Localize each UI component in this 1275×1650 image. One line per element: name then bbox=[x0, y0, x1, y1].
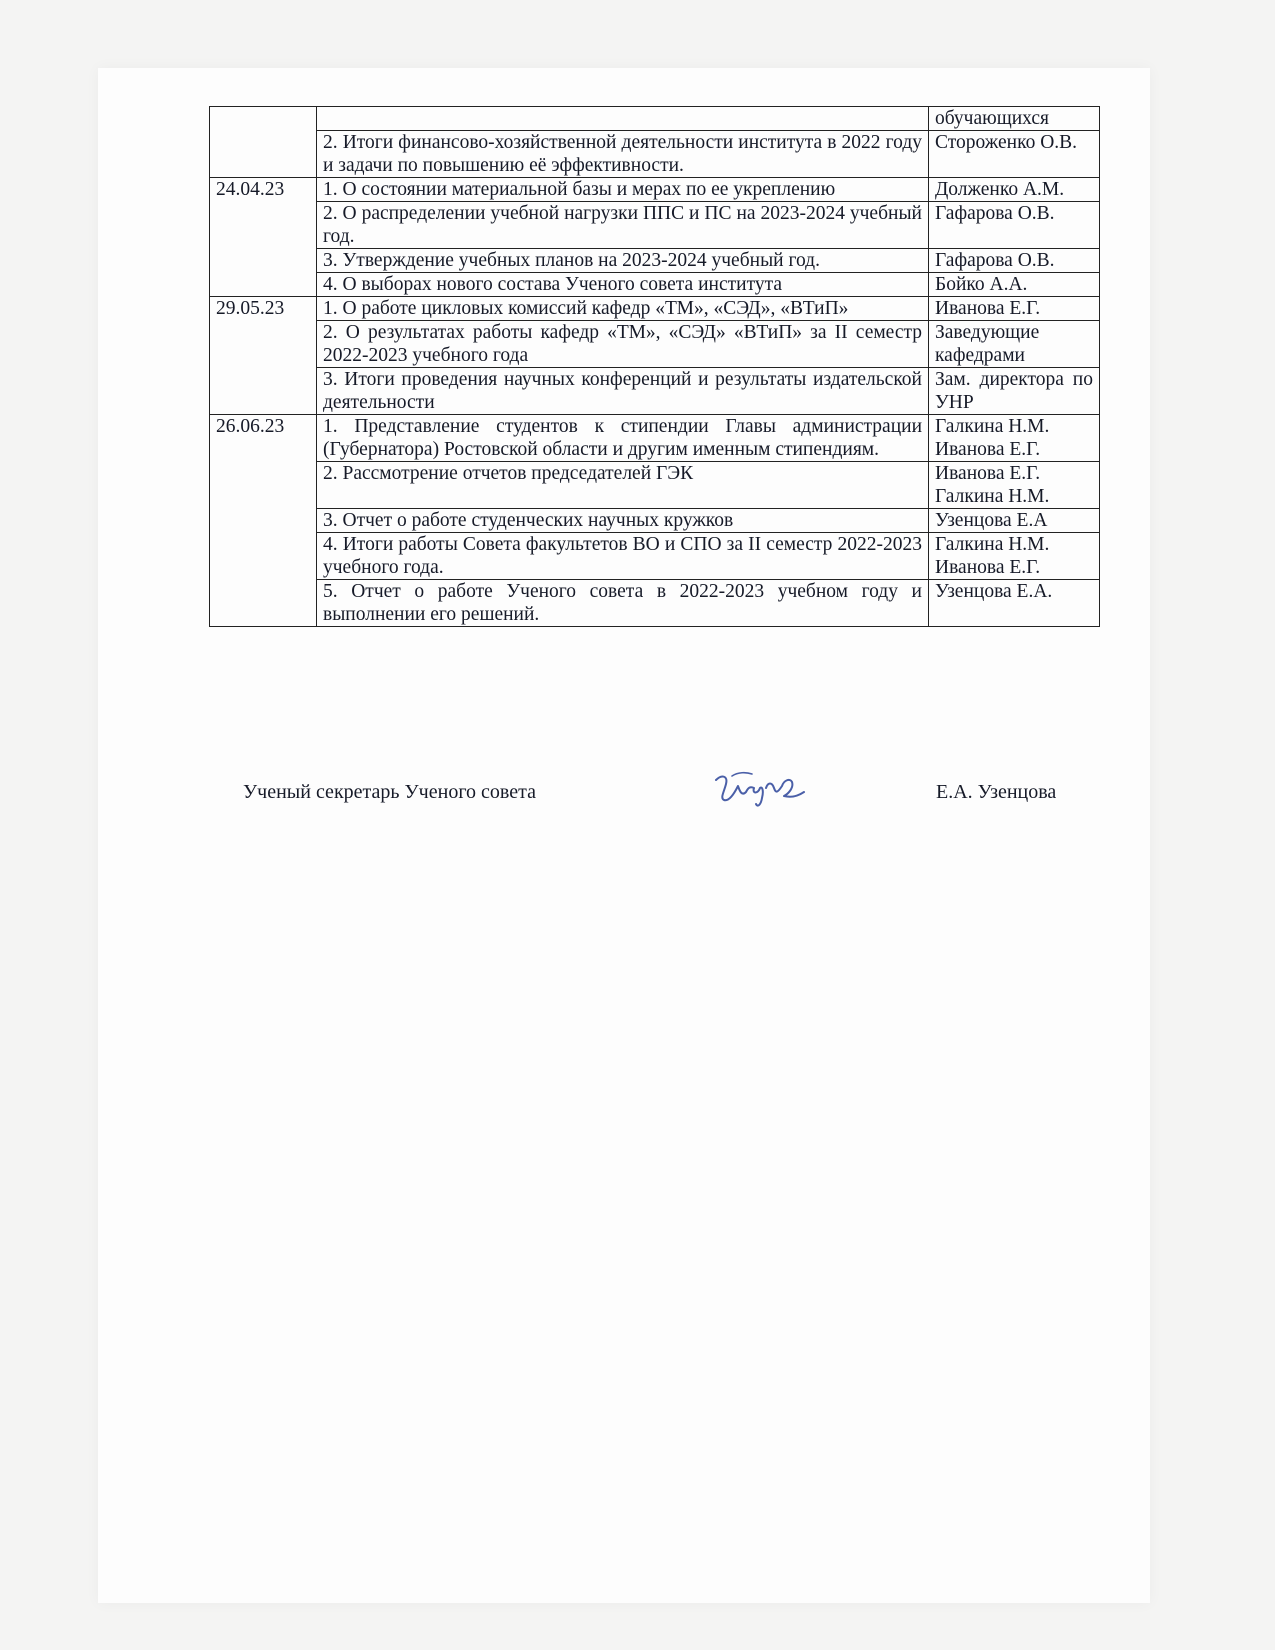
responsible-person-cell: Гафарова О.В. bbox=[929, 202, 1100, 249]
agenda-row bbox=[210, 273, 1100, 297]
responsible-person-cell: Гафарова О.В. bbox=[929, 249, 1100, 273]
responsible-person-cell: обучающихся bbox=[929, 107, 1100, 131]
agenda-table bbox=[209, 106, 1100, 627]
agenda-topic-cell: 3. Отчет о работе студенческих научных кружков bbox=[317, 509, 929, 533]
handwritten-signature bbox=[712, 768, 807, 810]
agenda-table-body bbox=[210, 107, 1100, 627]
agenda-topic-cell: 3. Итоги проведения научных конференций и результаты издательской деятельности bbox=[317, 368, 929, 415]
agenda-topic-cell bbox=[317, 107, 929, 131]
agenda-topic-cell: 1. О состоянии материальной базы и мерах по ее укреплению bbox=[317, 178, 929, 202]
agenda-row bbox=[210, 368, 1100, 415]
agenda-row bbox=[210, 462, 1100, 509]
agenda-row bbox=[210, 178, 1100, 202]
responsible-person-cell: Долженко А.М. bbox=[929, 178, 1100, 202]
agenda-row bbox=[210, 533, 1100, 580]
agenda-topic-cell: 1. Представление студентов к стипендии Главы администрации (Губернатора) Ростовской области и другим именным стипендиям. bbox=[317, 415, 929, 462]
responsible-person-cell: Заведующие кафедрами bbox=[929, 321, 1100, 368]
agenda-row bbox=[210, 415, 1100, 462]
agenda-row bbox=[210, 202, 1100, 249]
agenda-topic-cell: 2. Рассмотрение отчетов председателей ГЭК bbox=[317, 462, 929, 509]
responsible-person-cell: Стороженко О.В. bbox=[929, 131, 1100, 178]
agenda-row bbox=[210, 131, 1100, 178]
agenda-topic-cell: 2. О распределении учебной нагрузки ППС и ПС на 2023-2024 учебный год. bbox=[317, 202, 929, 249]
meeting-date-cell: 24.04.23 bbox=[210, 178, 317, 297]
responsible-person-cell: Зам. директора по УНР bbox=[929, 368, 1100, 415]
meeting-date-cell: 26.06.23 bbox=[210, 415, 317, 627]
secretary-name: Е.А. Узенцова bbox=[936, 781, 1057, 803]
agenda-topic-cell: 5. Отчет о работе Ученого совета в 2022-2023 учебном году и выполнении его решений. bbox=[317, 580, 929, 627]
agenda-topic-cell: 4. О выборах нового состава Ученого совета института bbox=[317, 273, 929, 297]
agenda-topic-cell: 1. О работе цикловых комиссий кафедр «ТМ», «СЭД», «ВТиП» bbox=[317, 297, 929, 321]
meeting-date-cell bbox=[210, 107, 317, 178]
agenda-row bbox=[210, 580, 1100, 627]
responsible-person-cell: Узенцова Е.А bbox=[929, 509, 1100, 533]
agenda-topic-cell: 2. Итоги финансово-хозяйственной деятельности института в 2022 году и задачи по повышению её эффективности. bbox=[317, 131, 929, 178]
responsible-person-cell: Иванова Е.Г. bbox=[929, 297, 1100, 321]
agenda-row bbox=[210, 107, 1100, 131]
agenda-row bbox=[210, 321, 1100, 368]
responsible-person-cell: Бойко А.А. bbox=[929, 273, 1100, 297]
meeting-date-cell: 29.05.23 bbox=[210, 297, 317, 415]
agenda-row bbox=[210, 509, 1100, 533]
responsible-person-cell: Галкина Н.М. Иванова Е.Г. bbox=[929, 415, 1100, 462]
responsible-person-cell: Галкина Н.М. Иванова Е.Г. bbox=[929, 533, 1100, 580]
agenda-row bbox=[210, 297, 1100, 321]
agenda-topic-cell: 3. Утверждение учебных планов на 2023-2024 учебный год. bbox=[317, 249, 929, 273]
agenda-row bbox=[210, 249, 1100, 273]
responsible-person-cell: Узенцова Е.А. bbox=[929, 580, 1100, 627]
responsible-person-cell: Иванова Е.Г. Галкина Н.М. bbox=[929, 462, 1100, 509]
agenda-topic-cell: 2. О результатах работы кафедр «ТМ», «СЭД» «ВТиП» за II семестр 2022-2023 учебного года bbox=[317, 321, 929, 368]
agenda-topic-cell: 4. Итоги работы Совета факультетов ВО и СПО за II семестр 2022-2023 учебного года. bbox=[317, 533, 929, 580]
secretary-position: Ученый секретарь Ученого совета bbox=[243, 781, 536, 803]
